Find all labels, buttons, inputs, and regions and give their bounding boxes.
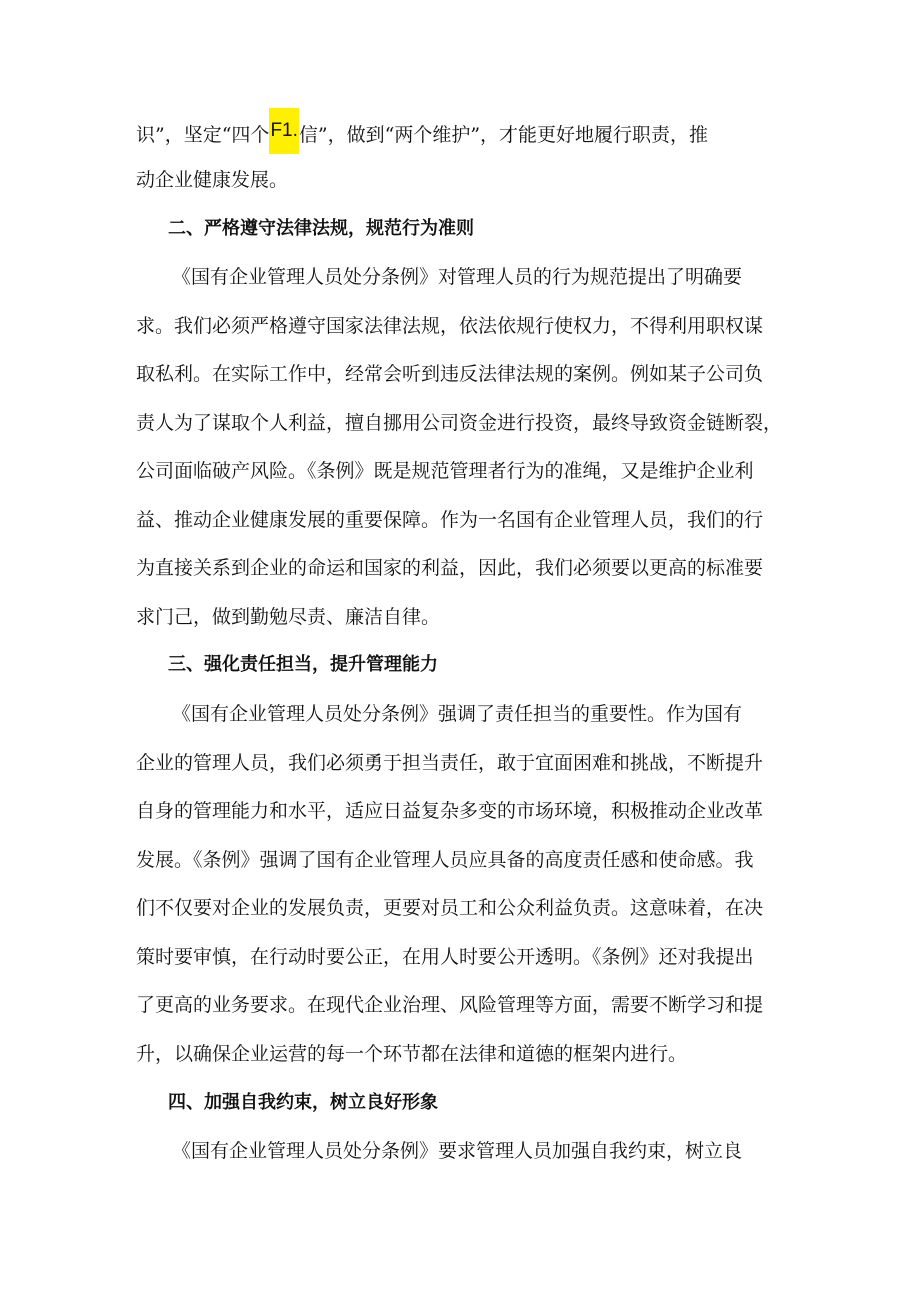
- paragraph-line: 策时要审慎，在行动时要公正，在用人时要公开透明。《条例》还对我提出: [136, 946, 754, 968]
- paragraph-line: 《国有企业管理人员处分条例》对管理人员的行为规范提出了明确要: [172, 266, 743, 288]
- paragraph-line: 公司面临破产风险。《条例》既是规范管理者行为的准绳，又是维护企业利: [136, 460, 754, 482]
- paragraph-line: 《国有企业管理人员处分条例》强调了责任担当的重要性。作为国有: [172, 703, 743, 725]
- section-heading: 四、加强自我约束，树立良好形象: [168, 1092, 438, 1113]
- paragraph-line: 们不仅要对企业的发展负责，更要对员工和公众利益负责。这意味着，在决: [136, 897, 764, 919]
- paragraph-line: 《国有企业管理人员处分条例》要求管理人员加强自我约束，树立良: [172, 1140, 743, 1162]
- paragraph-line: 自身的管理能力和水平，适应日益复杂多变的市场环境，积极推动企业改革: [136, 800, 764, 822]
- paragraph-line: [136, 118, 796, 154]
- paragraph-line: 求。我们必须严格遵守国家法律法规，依法依规行使权力，不得利用职权谋: [136, 315, 764, 337]
- paragraph-line: 动企业健康发展。: [136, 169, 289, 191]
- paragraph-line: 发展。《条例》强调了国有企业管理人员应具备的高度责任感和使命感。我: [136, 849, 754, 871]
- paragraph-line: 益、推动企业健康发展的重要保障。作为一名国有企业管理人员，我们的行: [136, 509, 764, 531]
- paragraph-line: 升，以确保企业运营的每一个环节都在法律和道德的框架内进行。: [136, 1043, 688, 1065]
- section-heading: 二、严格遵守法律法规，规范行为准则: [168, 218, 474, 239]
- paragraph-line: 为直接关系到企业的命运和国家的利益，因此，我们必须要以更高的标准要: [136, 557, 764, 579]
- section-heading: 三、强化责任担当，提升管理能力: [168, 654, 438, 675]
- paragraph-line: 了更高的业务要求。在现代企业治理、风险管理等方面，需要不断学习和提: [136, 994, 764, 1016]
- paragraph-line: 求门己，做到勤勉尽责、廉洁自律。: [136, 606, 441, 628]
- text-run: 信”，做到“两个维护”，才能更好地履行职责，推: [298, 124, 709, 146]
- highlighted-text: F1.: [269, 108, 298, 154]
- paragraph-line: 取私利。在实际工作中，经常会听到违反法律法规的案例。例如某子公司负: [136, 363, 764, 385]
- paragraph-line: 责人为了谋取个人利益，擅自挪用公司资金进行投资，最终导致资金链断裂，: [136, 412, 783, 434]
- paragraph-line: 企业的管理人员，我们必须勇于担当责任，敢于宜面困难和挑战，不断提升: [136, 752, 764, 774]
- text-run: 识”，坚定“四个: [136, 124, 270, 146]
